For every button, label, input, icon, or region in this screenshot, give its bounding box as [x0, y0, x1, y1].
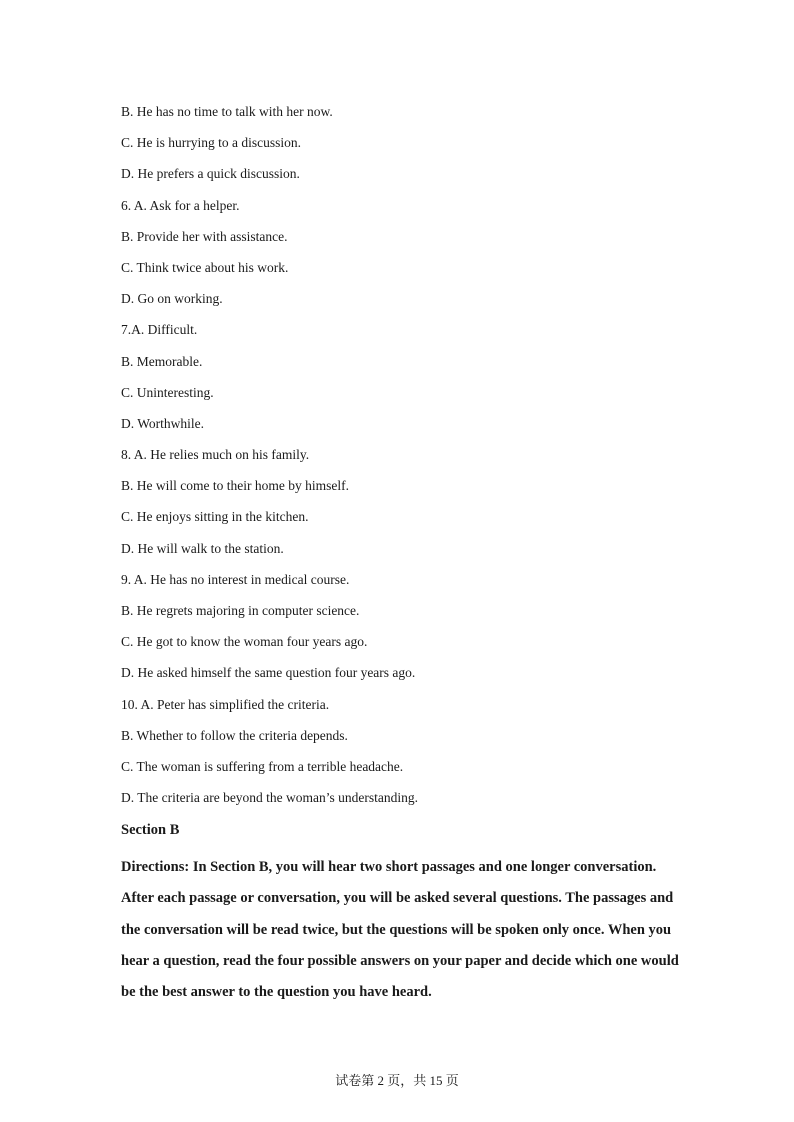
option-line: C. The woman is suffering from a terrible headache.: [121, 758, 404, 774]
option-line: 9. A. He has no interest in medical course.: [121, 571, 350, 587]
option-line: D. He asked himself the same question four years ago.: [121, 665, 416, 681]
section-b-title: Section B: [121, 822, 180, 838]
option-line: D. Worthwhile.: [121, 415, 205, 431]
option-line: B. He has no time to talk with her now.: [121, 104, 333, 119]
option-line: B. He will come to their home by himself.: [121, 478, 349, 494]
option-line: B. He regrets majoring in computer science.: [121, 603, 360, 618]
answer-options-list: [121, 103, 721, 820]
option-line: 6. A. Ask for a helper.: [121, 197, 240, 213]
option-line: B. Provide her with assistance.: [121, 228, 288, 244]
option-line: C. He is hurrying to a discussion.: [121, 135, 301, 151]
section-b-directions: Directions: In Section B, you will hear two short passages and one longer conversation. After each passage or conversation, you will be asked several questions. The passages and the conversation will be read twice, but the questions will be spoken only once. When you hear a question, read the four possible answers on your paper and decide which one would be the best answer to the question you have heard.: [121, 859, 679, 1001]
option-line: D. He will walk to the station.: [121, 540, 284, 556]
option-line: C. He enjoys sitting in the kitchen.: [121, 509, 309, 525]
option-line: C. Uninteresting.: [121, 384, 214, 400]
option-line: 7.A. Difficult.: [121, 322, 198, 338]
page-footer: 试卷第 2 页，共 15 页: [335, 1073, 459, 1088]
option-line: D. The criteria are beyond the woman’s understanding.: [121, 790, 419, 806]
option-line: 8. A. He relies much on his family.: [121, 447, 310, 463]
option-line: C. Think twice about his work.: [121, 259, 289, 275]
option-line: B. Memorable.: [121, 353, 203, 369]
option-line: D. He prefers a quick discussion.: [121, 166, 300, 182]
option-line: 10. A. Peter has simplified the criteria.: [121, 696, 330, 712]
option-line: C. He got to know the woman four years ago.: [121, 634, 368, 650]
option-line: B. Whether to follow the criteria depends.: [121, 727, 348, 743]
option-line: D. Go on working.: [121, 291, 223, 307]
